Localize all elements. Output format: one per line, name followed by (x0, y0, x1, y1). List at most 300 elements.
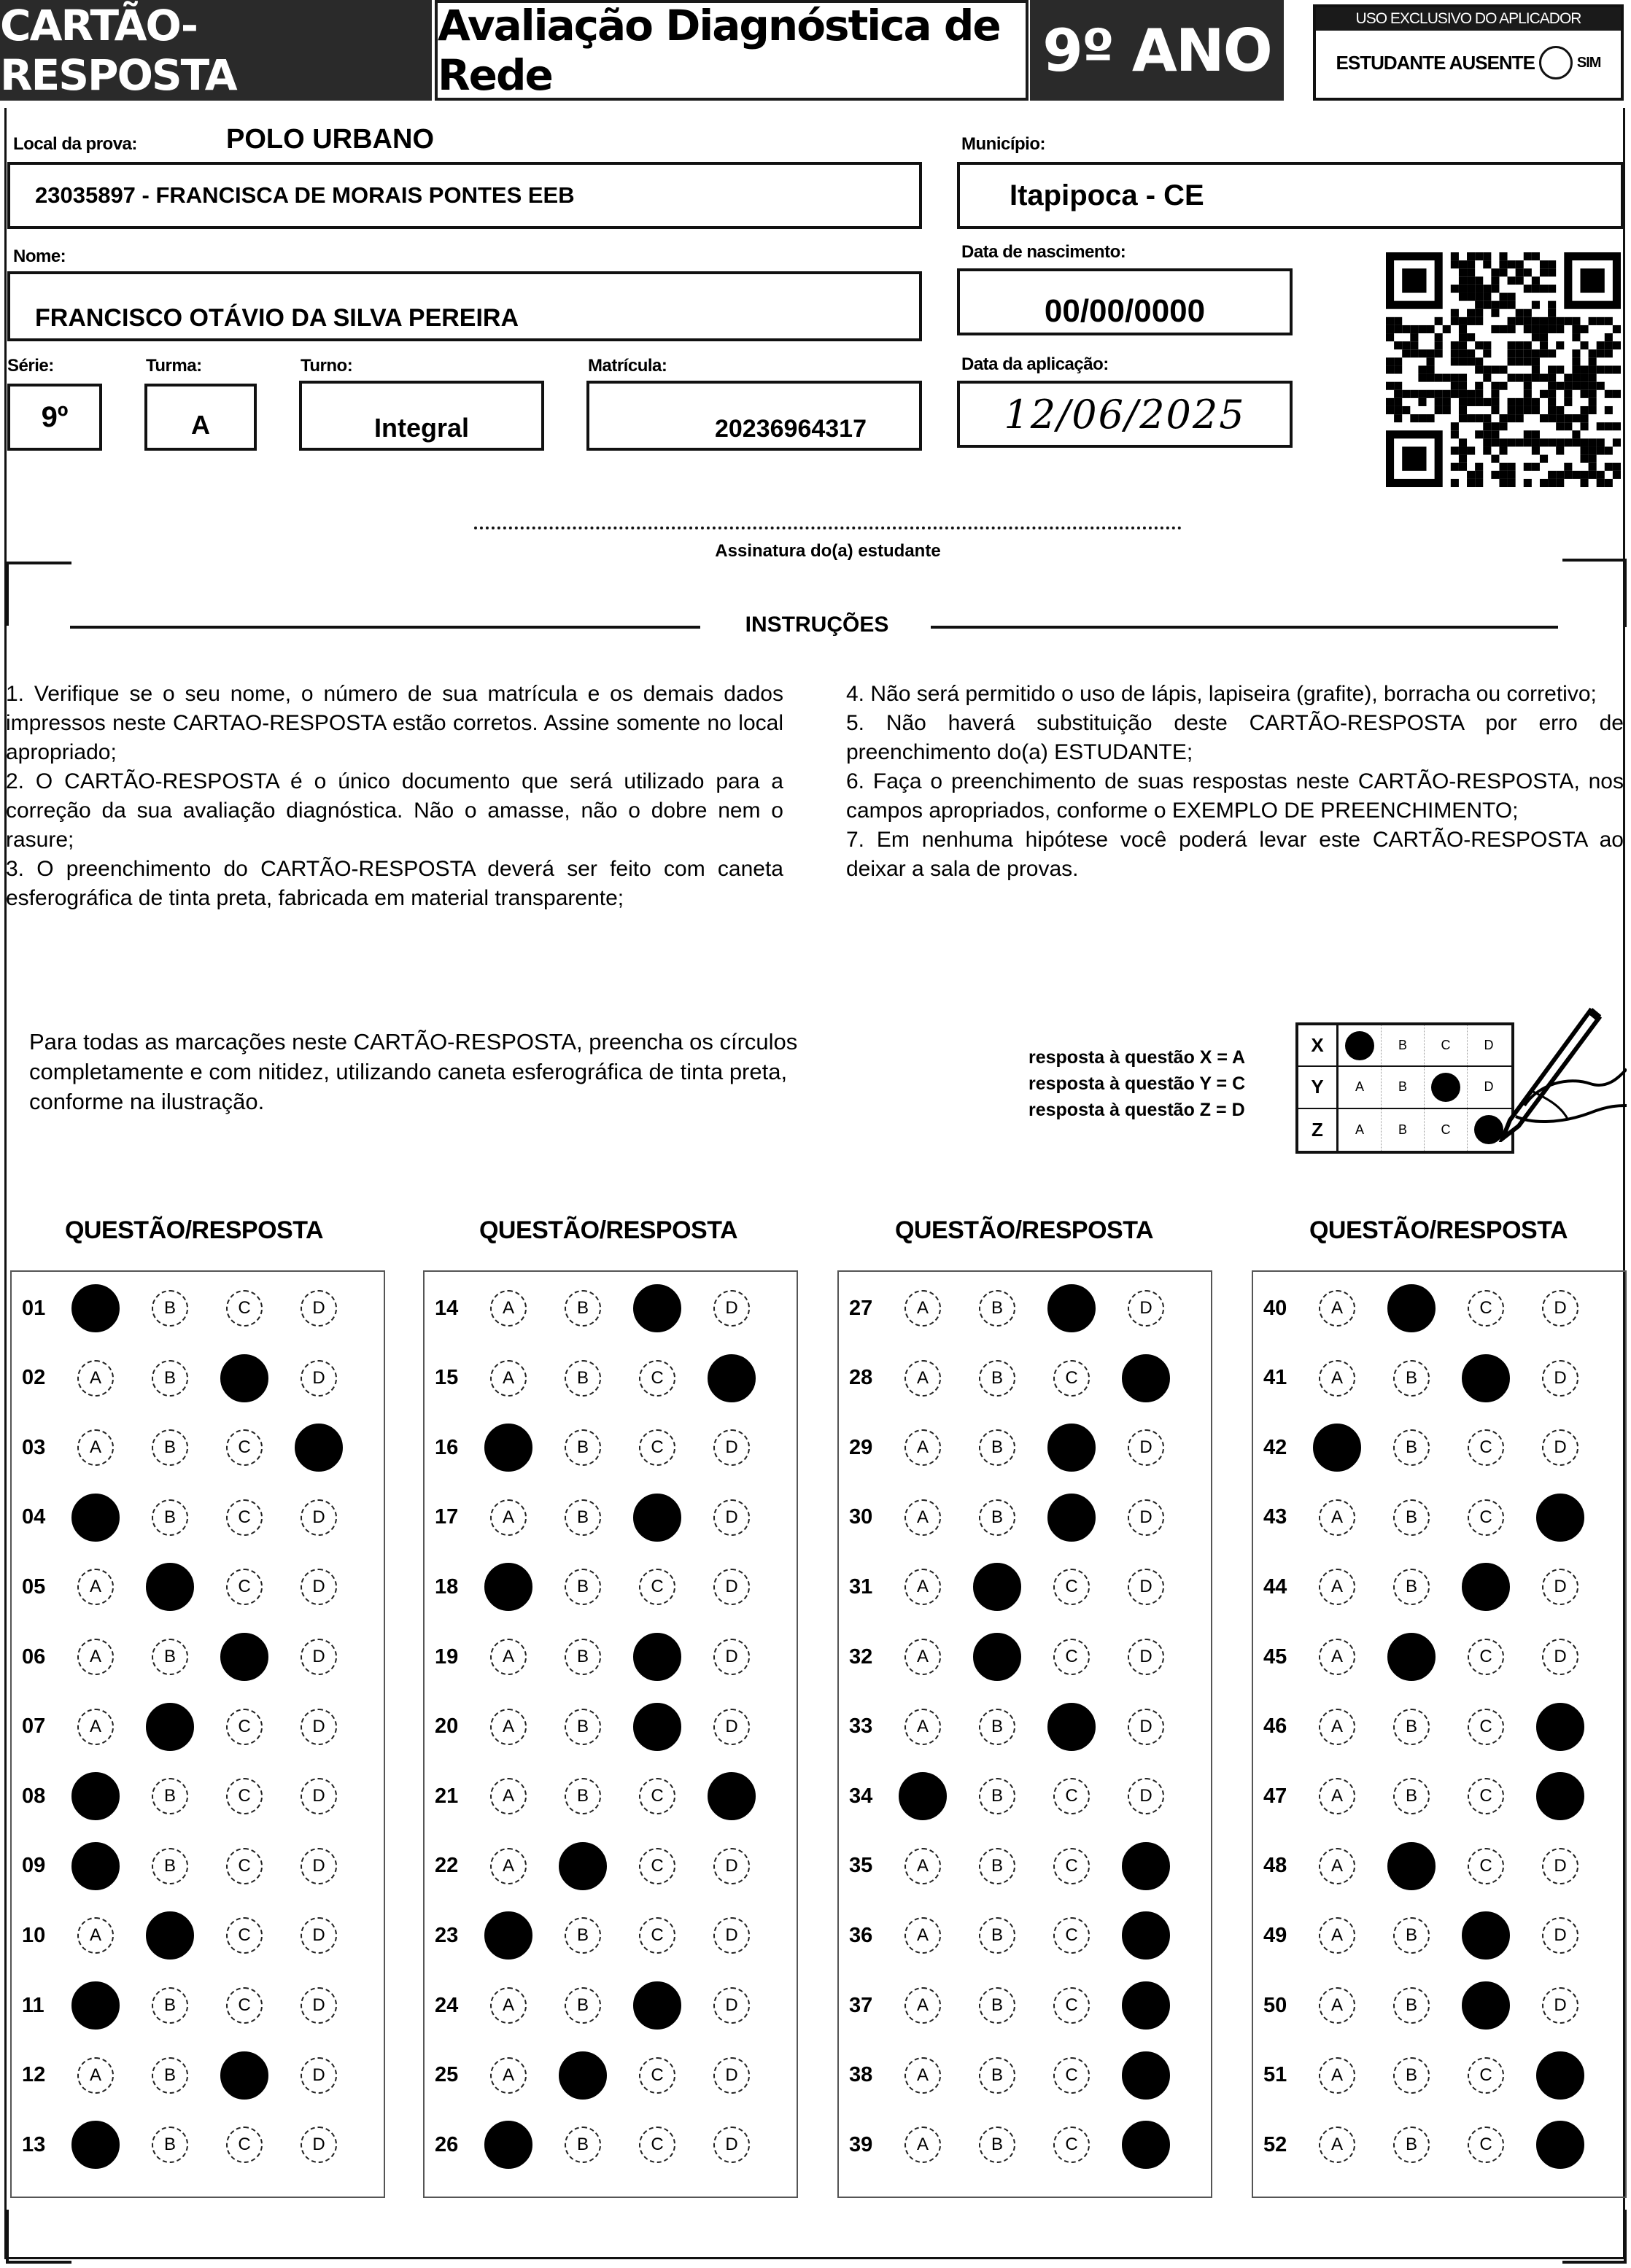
answer-bubble-a[interactable]: A (904, 1709, 941, 1745)
question-number: 02 (22, 1366, 46, 1390)
question-row (425, 1565, 797, 1609)
question-number: 26 (435, 2132, 459, 2156)
instructions-title: INSTRUÇÕES (745, 613, 889, 637)
answer-bubble-c[interactable]: C (1053, 1569, 1090, 1605)
answer-bubble-a[interactable]: A (904, 2127, 941, 2163)
answer-bubble-a[interactable] (71, 1842, 120, 1890)
answer-bubble-a[interactable] (71, 1494, 120, 1542)
question-row (12, 1426, 384, 1469)
birth-box (957, 268, 1293, 335)
answer-bubble-c[interactable]: C (1468, 2127, 1504, 2163)
answer-bubble-c[interactable] (633, 1981, 681, 2030)
answer-bubble-d[interactable]: D (301, 1360, 337, 1397)
signature-line[interactable] (474, 527, 1182, 529)
answer-bubble-c[interactable]: C (1053, 1917, 1090, 1954)
answer-bubble-b[interactable]: B (979, 1778, 1015, 1814)
question-number: 22 (435, 1854, 459, 1878)
answer-bubble-a[interactable]: A (904, 1569, 941, 1605)
question-row (12, 1984, 384, 2027)
answer-bubble-d[interactable]: D (1128, 1639, 1164, 1675)
answer-bubble-a[interactable]: A (77, 1569, 114, 1605)
answer-bubble-b[interactable]: B (565, 1360, 601, 1397)
birth-value: 00/00/0000 (1044, 293, 1206, 329)
answer-bubble-c[interactable]: C (1468, 2057, 1504, 2094)
answer-bubble-b[interactable]: B (979, 1499, 1015, 1536)
answer-bubble-d[interactable]: D (1542, 1917, 1578, 1954)
answer-bubble-c[interactable]: C (639, 1429, 675, 1466)
answer-bubble-c[interactable]: C (1053, 1848, 1090, 1884)
question-number: 49 (1263, 1923, 1287, 1947)
answer-bubble-c[interactable] (1047, 1494, 1096, 1542)
answer-bubble-b[interactable]: B (979, 1917, 1015, 1954)
question-number: 12 (22, 2063, 46, 2087)
answer-bubble-b[interactable]: B (565, 1778, 601, 1814)
answer-bubble-a[interactable]: A (77, 1360, 114, 1397)
answer-bubble-b[interactable] (146, 1563, 194, 1611)
instructions-left (6, 680, 783, 913)
answer-bubble-c[interactable] (220, 1633, 268, 1681)
answer-bubble-a[interactable]: A (77, 2057, 114, 2094)
answer-bubble-d[interactable]: D (301, 2057, 337, 2094)
answer-bubble-b[interactable]: B (1393, 1917, 1430, 1954)
answer-bubble-d[interactable]: D (1128, 1290, 1164, 1327)
answer-bubble-a[interactable]: A (1319, 1290, 1355, 1327)
answer-bubble-d[interactable]: D (1542, 1639, 1578, 1675)
answer-bubble-d[interactable]: D (301, 1917, 337, 1954)
answer-bubble-b[interactable]: B (1393, 1360, 1430, 1397)
answer-bubble-b[interactable] (559, 2051, 607, 2100)
question-number: 25 (435, 2063, 459, 2087)
example-option (1425, 1067, 1468, 1107)
answer-bubble-c[interactable] (1047, 1284, 1096, 1332)
answer-bubble-d[interactable]: D (301, 1848, 337, 1884)
question-row (425, 1914, 797, 1957)
question-row (12, 1356, 384, 1400)
name-value: FRANCISCO OTÁVIO DA SILVA PEREIRA (35, 304, 519, 332)
answer-bubble-a[interactable]: A (490, 1290, 527, 1327)
instruction-item: 4. Não será permitido o uso de lápis, lapiseira (grafite), borracha ou corretivo; (846, 682, 1597, 706)
answer-bubble-c[interactable] (1462, 1354, 1510, 1402)
answer-bubble-a[interactable]: A (1319, 2057, 1355, 2094)
answer-bubble-c[interactable]: C (1468, 1848, 1504, 1884)
answer-bubble-b[interactable] (559, 1842, 607, 1890)
question-row (425, 1705, 797, 1749)
answer-bubble-b[interactable]: B (1393, 2057, 1430, 2094)
answer-bubble-a[interactable]: A (1319, 1499, 1355, 1536)
answer-bubble-c[interactable] (633, 1494, 681, 1542)
answer-bubble-d[interactable]: D (713, 1639, 750, 1675)
column-header-2: QUESTÃO/RESPOSTA (479, 1216, 738, 1244)
question-number: 31 (849, 1574, 873, 1599)
instructions-rule-right (931, 626, 1558, 629)
instruction-item: 6. Faça o preenchimento de suas respostas neste CARTÃO-RESPOSTA, nos campos apropriados, conforme o EXEMPLO DE PREENCHIMENTO; (846, 769, 1624, 823)
answer-bubble-c[interactable]: C (639, 2127, 675, 2163)
answer-bubble-b[interactable]: B (565, 1709, 601, 1745)
fill-note: Para todas as marcações neste CARTÃO-RESPOSTA, preencha os círculos completamente e com nitidez, utilizando caneta esferográfica de tinta preta, conforme na ilustração. (29, 1029, 798, 1114)
question-row (12, 1774, 384, 1818)
answer-bubble-a[interactable]: A (904, 1848, 941, 1884)
answer-bubble-c[interactable]: C (1053, 2127, 1090, 2163)
answer-bubble-c[interactable]: C (1053, 1360, 1090, 1397)
question-number: 51 (1263, 2063, 1287, 2087)
answer-bubble-a[interactable] (71, 1981, 120, 2030)
answer-bubble-a[interactable]: A (490, 1848, 527, 1884)
answer-bubble-a[interactable]: A (490, 1709, 527, 1745)
answer-bubble-a[interactable]: A (1319, 1778, 1355, 1814)
answer-bubble-d[interactable] (1122, 2051, 1170, 2100)
answer-bubble-d[interactable] (708, 1354, 756, 1402)
answer-bubble-c[interactable]: C (226, 2127, 263, 2163)
answer-bubble-c[interactable]: C (1468, 1639, 1504, 1675)
answer-bubble-b[interactable]: B (979, 1290, 1015, 1327)
answer-bubble-d[interactable]: D (301, 1569, 337, 1605)
answer-bubble-d[interactable]: D (713, 1290, 750, 1327)
answer-bubble-a[interactable]: A (490, 1987, 527, 2024)
answer-bubble-d[interactable]: D (1542, 1360, 1578, 1397)
answer-bubble-a[interactable]: A (904, 1639, 941, 1675)
answer-bubble-c[interactable]: C (226, 1987, 263, 2024)
question-number: 16 (435, 1435, 459, 1459)
question-number: 44 (1263, 1574, 1287, 1599)
question-number: 27 (849, 1296, 873, 1320)
answer-bubble-a[interactable] (484, 1563, 532, 1611)
answer-bubble-b[interactable]: B (979, 1987, 1015, 2024)
answer-bubble-b[interactable]: B (979, 1360, 1015, 1397)
answer-bubble-d[interactable]: D (301, 1778, 337, 1814)
answer-bubble-c[interactable]: C (1468, 1709, 1504, 1745)
answer-bubble-c[interactable]: C (226, 1429, 263, 1466)
answer-bubble-b[interactable]: B (152, 1848, 188, 1884)
answer-bubble-a[interactable]: A (490, 2057, 527, 2094)
answer-bubble-d[interactable]: D (713, 1848, 750, 1884)
answer-bubble-a[interactable]: A (1319, 1709, 1355, 1745)
answer-bubble-d[interactable]: D (713, 1429, 750, 1466)
question-row (12, 1565, 384, 1609)
answer-bubble-b[interactable]: B (979, 1848, 1015, 1884)
example-row (1298, 1109, 1511, 1151)
answer-bubble-d[interactable]: D (1128, 1569, 1164, 1605)
example-option: C (1425, 1025, 1468, 1065)
answer-bubble-d[interactable] (1122, 1354, 1170, 1402)
card-title: CARTÃO-RESPOSTA (0, 0, 432, 101)
pen-hand-icon (1481, 996, 1627, 1142)
question-row (425, 1286, 797, 1330)
question-number: 03 (22, 1435, 46, 1459)
answer-bubble-d[interactable]: D (713, 1569, 750, 1605)
answer-bubble-c[interactable]: C (639, 1848, 675, 1884)
turno-value: Integral (373, 413, 470, 443)
answer-bubble-c[interactable]: C (1053, 1778, 1090, 1814)
serie-label: Série: (7, 356, 54, 376)
answer-bubble-c[interactable]: C (639, 1778, 675, 1814)
local-value: POLO URBANO (226, 124, 434, 155)
answer-bubble-c[interactable]: C (1053, 2057, 1090, 2094)
turno-label: Turno: (301, 356, 353, 376)
answer-bubble-b[interactable]: B (152, 1639, 188, 1675)
answer-bubble-b[interactable]: B (565, 1639, 601, 1675)
instruction-item: 5. Não haverá substituição deste CARTÃO-RESPOSTA por erro de preenchimento do(a) ESTUDANTE; (846, 711, 1624, 764)
answer-bubble-a[interactable]: A (490, 1499, 527, 1536)
answer-bubble-a[interactable]: A (77, 1709, 114, 1745)
answer-bubble-b[interactable]: B (565, 1499, 601, 1536)
question-number: 11 (22, 1993, 44, 2017)
question-row (425, 1426, 797, 1469)
answer-bubble-c[interactable]: C (1468, 1429, 1504, 1466)
answer-bubble-b[interactable]: B (152, 1987, 188, 2024)
answer-bubble-d[interactable] (1536, 1772, 1584, 1820)
answer-bubble-d[interactable] (1536, 2051, 1584, 2100)
question-row (1253, 1705, 1625, 1749)
answer-bubble-d[interactable] (1536, 1703, 1584, 1751)
question-number: 13 (22, 2132, 46, 2156)
question-number: 23 (435, 1923, 459, 1947)
answer-bubble-b[interactable]: B (565, 1987, 601, 2024)
question-row (839, 2054, 1211, 2097)
answer-bubble-c[interactable]: C (639, 1360, 675, 1397)
question-number: 07 (22, 1714, 46, 1739)
answer-bubble-b[interactable]: B (979, 2127, 1015, 2163)
answer-bubble-d[interactable] (708, 1772, 756, 1820)
matricula-value: 20236964317 (714, 415, 867, 443)
answer-bubble-b[interactable]: B (152, 1778, 188, 1814)
answer-bubble-d[interactable]: D (301, 1709, 337, 1745)
answer-bubble-a[interactable] (899, 1772, 947, 1820)
question-number: 17 (435, 1505, 459, 1529)
answer-bubble-b[interactable]: B (979, 1709, 1015, 1745)
answer-bubble-b[interactable]: B (565, 1429, 601, 1466)
column-header-1: QUESTÃO/RESPOSTA (64, 1216, 324, 1244)
question-row (425, 2054, 797, 2097)
question-row (1253, 1286, 1625, 1330)
answer-bubble-a[interactable]: A (904, 1499, 941, 1536)
answer-bubble-d[interactable]: D (301, 2127, 337, 2163)
example-option: B (1382, 1067, 1425, 1107)
answer-bubble-a[interactable]: A (490, 1639, 527, 1675)
answer-bubble-a[interactable]: A (1319, 1360, 1355, 1397)
question-number: 48 (1263, 1854, 1287, 1878)
answer-bubble-d[interactable]: D (301, 1987, 337, 2024)
answer-bubble-a[interactable] (484, 2121, 532, 2169)
answer-bubble-b[interactable]: B (979, 1429, 1015, 1466)
question-row (1253, 1844, 1625, 1888)
answer-bubble-b[interactable] (146, 1703, 194, 1751)
answer-bubble-d[interactable]: D (713, 2127, 750, 2163)
answer-bubble-c[interactable] (220, 2051, 268, 2100)
answer-bubble-b[interactable]: B (565, 2127, 601, 2163)
answer-bubble-a[interactable] (71, 2121, 120, 2169)
answer-bubble-a[interactable]: A (1319, 1848, 1355, 1884)
answer-bubble-d[interactable]: D (1542, 1569, 1578, 1605)
answer-bubble-d[interactable]: D (1128, 1429, 1164, 1466)
name-box (7, 271, 922, 341)
answer-bubble-a[interactable] (484, 1424, 532, 1472)
answer-bubble-b[interactable] (1387, 1842, 1436, 1890)
answer-bubble-d[interactable] (1122, 1981, 1170, 2030)
answer-bubble-d[interactable]: D (1128, 1499, 1164, 1536)
answer-bubble-c[interactable] (1462, 1981, 1510, 2030)
answer-bubble-c[interactable]: C (1053, 1639, 1090, 1675)
question-row (839, 1774, 1211, 1818)
card-subtitle: Avaliação Diagnóstica de Rede (435, 0, 1028, 101)
answer-bubble-d[interactable]: D (1542, 1848, 1578, 1884)
answer-bubble-b[interactable]: B (152, 2127, 188, 2163)
answer-bubble-b[interactable]: B (565, 1290, 601, 1327)
answer-bubble-a[interactable]: A (490, 1360, 527, 1397)
answer-bubble-c[interactable]: C (226, 1709, 263, 1745)
answer-bubble-a[interactable]: A (77, 1917, 114, 1954)
question-number: 04 (22, 1505, 46, 1529)
answer-column-2 (423, 1270, 798, 2198)
instruction-item: 2. O CARTÃO-RESPOSTA é o único documento que será utilizado para a correção da sua avaliação diagnóstica. Não o amasse, não o dobre nem o rasure; (6, 769, 783, 852)
answer-bubble-c[interactable] (220, 1354, 268, 1402)
answer-bubble-b[interactable]: B (1393, 1709, 1430, 1745)
answer-bubble-c[interactable]: C (639, 1917, 675, 1954)
question-row (12, 1496, 384, 1539)
answer-bubble-c[interactable]: C (226, 1778, 263, 1814)
example-option (1338, 1025, 1382, 1065)
question-row (1253, 1774, 1625, 1818)
answer-bubble-d[interactable] (295, 1424, 343, 1472)
answer-bubble-d[interactable]: D (301, 1639, 337, 1675)
answer-bubble-d[interactable]: D (713, 1987, 750, 2024)
answer-bubble-a[interactable]: A (1319, 2127, 1355, 2163)
answer-bubble-b[interactable]: B (979, 2057, 1015, 2094)
answer-bubble-c[interactable]: C (226, 1848, 263, 1884)
example-question-label: Z (1298, 1109, 1338, 1151)
answer-bubble-d[interactable]: D (713, 2057, 750, 2094)
instruction-item: 3. O preenchimento do CARTÃO-RESPOSTA deverá ser feito com caneta esferográfica de tinta preta, fabricada em material transparente; (6, 857, 783, 910)
local-label: Local da prova: (13, 134, 137, 154)
answer-bubble-d[interactable] (1122, 2121, 1170, 2169)
instructions-right (846, 680, 1624, 884)
answer-bubble-d[interactable]: D (1542, 1429, 1578, 1466)
municipio-label: Município: (961, 134, 1045, 154)
answer-bubble-b[interactable] (146, 1911, 194, 1960)
question-number: 33 (849, 1714, 873, 1739)
answer-bubble-c[interactable] (1462, 1563, 1510, 1611)
answer-bubble-a[interactable]: A (1319, 1639, 1355, 1675)
answer-bubble-a[interactable]: A (77, 1639, 114, 1675)
aplicacao-value: 12/06/2025 (1004, 391, 1246, 438)
answer-bubble-c[interactable]: C (226, 1917, 263, 1954)
answer-bubble-d[interactable]: D (1128, 1709, 1164, 1745)
answer-bubble-b[interactable]: B (152, 1290, 188, 1327)
question-row (1253, 1426, 1625, 1469)
answer-bubble-b[interactable]: B (565, 1569, 601, 1605)
answer-bubble-b[interactable]: B (152, 1429, 188, 1466)
question-number: 32 (849, 1644, 873, 1669)
answer-bubble-d[interactable]: D (301, 1499, 337, 1536)
answer-bubble-d[interactable] (1122, 1842, 1170, 1890)
answer-bubble-a[interactable]: A (490, 1778, 527, 1814)
answer-bubble-c[interactable] (633, 1633, 681, 1681)
absent-bubble[interactable] (1539, 46, 1573, 79)
serie-box (7, 384, 102, 451)
answer-bubble-c[interactable]: C (226, 1569, 263, 1605)
answer-bubble-a[interactable] (71, 1772, 120, 1820)
answer-bubble-c[interactable]: C (639, 2057, 675, 2094)
answer-bubble-c[interactable] (633, 1284, 681, 1332)
answer-bubble-a[interactable]: A (904, 1360, 941, 1397)
example-question-label: X (1298, 1025, 1338, 1065)
answer-bubble-a[interactable]: A (904, 1917, 941, 1954)
answer-bubble-c[interactable]: C (1468, 1290, 1504, 1327)
answer-bubble-b[interactable]: B (152, 1360, 188, 1397)
answer-bubble-a[interactable]: A (904, 1987, 941, 2024)
answer-bubble-c[interactable] (633, 1703, 681, 1751)
answer-bubble-d[interactable]: D (713, 1709, 750, 1745)
question-row (839, 2123, 1211, 2167)
municipio-box (957, 162, 1624, 229)
answer-bubble-d[interactable] (1122, 1911, 1170, 1960)
answer-bubble-a[interactable]: A (1319, 1987, 1355, 2024)
answer-bubble-d[interactable]: D (1542, 1987, 1578, 2024)
question-number: 06 (22, 1644, 46, 1669)
answer-bubble-b[interactable]: B (1393, 2127, 1430, 2163)
answer-bubble-a[interactable]: A (1319, 1917, 1355, 1954)
question-number: 14 (435, 1296, 459, 1320)
corner-mark-bottom-right (1562, 2210, 1627, 2264)
question-row (12, 1844, 384, 1888)
answer-bubble-b[interactable]: B (1393, 1778, 1430, 1814)
answer-bubble-c[interactable] (1462, 1911, 1510, 1960)
answer-bubble-b[interactable]: B (152, 2057, 188, 2094)
school-value: 23035897 - FRANCISCA DE MORAIS PONTES EEB (35, 182, 575, 208)
answer-bubble-c[interactable]: C (1468, 1499, 1504, 1536)
question-number: 52 (1263, 2132, 1287, 2156)
answer-bubble-a[interactable]: A (904, 2057, 941, 2094)
answer-bubble-b[interactable] (1387, 1284, 1436, 1332)
answer-bubble-d[interactable]: D (301, 1290, 337, 1327)
question-row (839, 1565, 1211, 1609)
answer-bubble-a[interactable] (484, 1911, 532, 1960)
answer-bubble-b[interactable]: B (1393, 1987, 1430, 2024)
answer-bubble-a[interactable]: A (77, 1429, 114, 1466)
answer-bubble-b[interactable]: B (1393, 1569, 1430, 1605)
answer-bubble-d[interactable] (1536, 1494, 1584, 1542)
question-row (839, 1356, 1211, 1400)
answer-bubble-b[interactable] (973, 1633, 1021, 1681)
answer-bubble-d[interactable]: D (713, 1917, 750, 1954)
answer-bubble-a[interactable] (1313, 1424, 1361, 1472)
answer-bubble-b[interactable]: B (152, 1499, 188, 1536)
answer-bubble-a[interactable]: A (904, 1290, 941, 1327)
answer-bubble-c[interactable]: C (226, 1499, 263, 1536)
example-answer-y: resposta à questão Y = C (1028, 1073, 1246, 1094)
answer-bubble-a[interactable]: A (904, 1429, 941, 1466)
answer-bubble-d[interactable] (1536, 2121, 1584, 2169)
answer-bubble-c[interactable] (1047, 1703, 1096, 1751)
answer-bubble-c[interactable]: C (1468, 1778, 1504, 1814)
question-row (425, 2123, 797, 2167)
answer-bubble-c[interactable]: C (639, 1569, 675, 1605)
answer-bubble-c[interactable]: C (226, 1290, 263, 1327)
answer-bubble-b[interactable]: B (1393, 1499, 1430, 1536)
answer-bubble-d[interactable]: D (713, 1499, 750, 1536)
example-option: D (1484, 1038, 1494, 1053)
example-answer-z: resposta à questão Z = D (1028, 1100, 1245, 1120)
answer-bubble-c[interactable]: C (1053, 1987, 1090, 2024)
answer-bubble-d[interactable]: D (1542, 1290, 1578, 1327)
answer-bubble-b[interactable] (973, 1563, 1021, 1611)
answer-bubble-b[interactable] (1387, 1633, 1436, 1681)
answer-bubble-a[interactable] (71, 1284, 120, 1332)
answer-bubble-b[interactable]: B (1393, 1429, 1430, 1466)
answer-bubble-d[interactable]: D (1128, 1778, 1164, 1814)
answer-bubble-a[interactable]: A (1319, 1569, 1355, 1605)
answer-bubble-c[interactable] (1047, 1424, 1096, 1472)
answer-bubble-b[interactable]: B (565, 1917, 601, 1954)
